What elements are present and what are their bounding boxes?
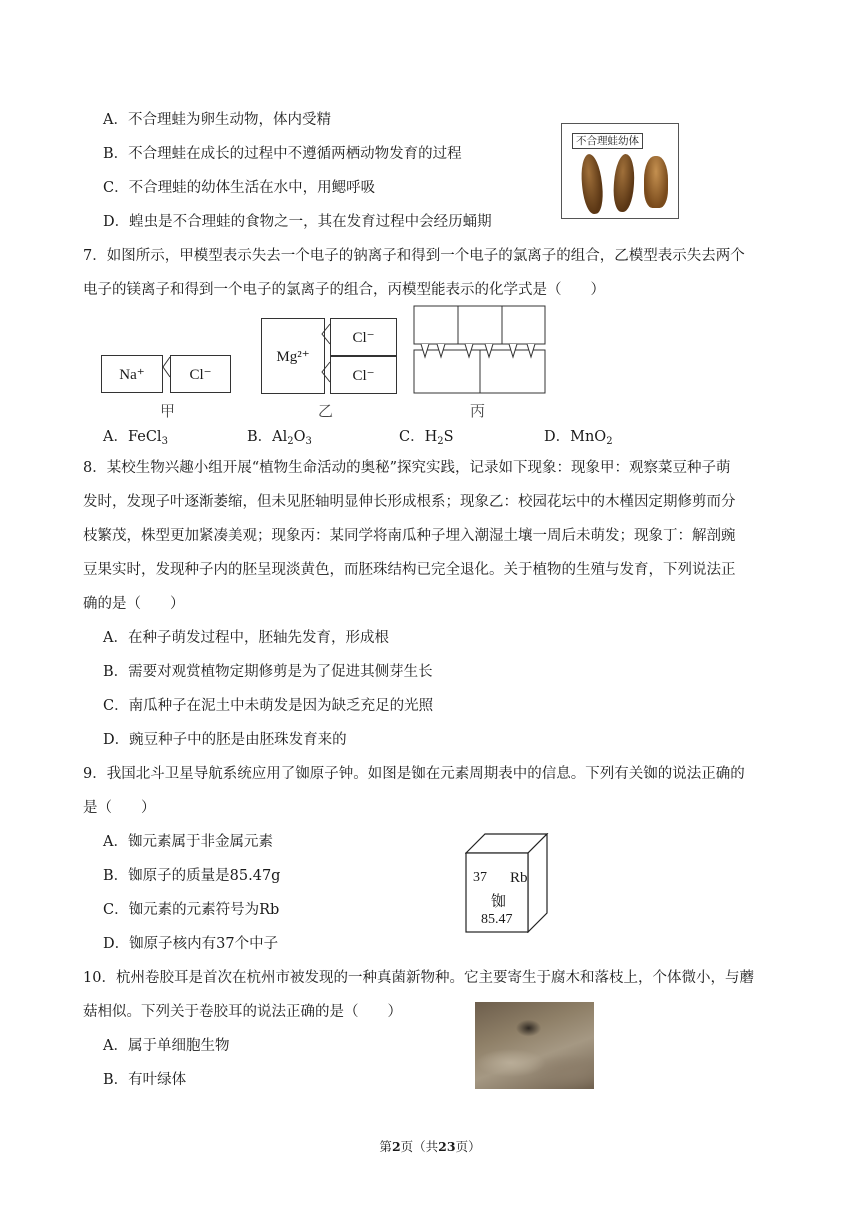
q8-option-b: B．需要对观赏植物定期修剪是为了促进其侧芽生长: [103, 664, 433, 680]
q10-stem-line-2: 菇相似。下列关于卷胶耳的说法正确的是（ ）: [83, 1004, 402, 1020]
q9-stem-line-2: 是（ ）: [83, 800, 156, 816]
model-label-bing: 丙: [470, 402, 486, 420]
q9-option-d: D．铷原子核内有37个中子: [103, 936, 279, 952]
q7-option-a: A．FeCl$_3$: [103, 429, 168, 447]
q10-option-b: B．有叶绿体: [103, 1072, 187, 1088]
q9-option-a: A．铷元素属于非金属元素: [103, 834, 273, 850]
atomic-number: 37: [473, 870, 487, 885]
cl-ion-box-yi-1: Cl⁻: [330, 318, 397, 356]
atomic-mass: 85.47: [481, 912, 513, 927]
q6-option-b: B．不合理蛙在成长的过程中不遵循两栖动物发育的过程: [103, 146, 462, 162]
tadpole-figure-3: [644, 156, 668, 208]
q9-option-b: B．铷原子的质量是85.47g: [103, 868, 281, 884]
cl-ion-box-jia: Cl⁻: [170, 355, 231, 393]
q7-stem-line-2: 电子的镁离子和得到一个电子的氯离子的组合，丙模型能表示的化学式是（ ）: [83, 282, 605, 298]
q7-stem-line-1: 7．如图所示，甲模型表示失去一个电子的钠离子和得到一个电子的氯离子的组合，乙模型表示失去两个: [83, 248, 745, 264]
jia-notch: [160, 355, 174, 393]
model-label-yi: 乙: [318, 402, 334, 420]
page-number: 2: [391, 1139, 401, 1154]
fungus-photo: [475, 1002, 594, 1089]
total-pages: 23: [438, 1139, 456, 1154]
q6-option-a: A．不合理蛙为卵生动物，体内受精: [103, 112, 331, 128]
q8-stem-line-5: 确的是（ ）: [83, 596, 185, 612]
cl-ion-box-yi-2: Cl⁻: [330, 356, 397, 394]
model-label-jia: 甲: [160, 402, 176, 420]
tadpole-image-label: 不合理蛙幼体: [572, 133, 643, 149]
q6-option-d: D．蝗虫是不合理蛙的食物之一，其在发育过程中会经历蛹期: [103, 214, 492, 230]
q6-option-c: C．不合理蛙的幼体生活在水中，用鳃呼吸: [103, 180, 376, 196]
element-symbol: Rb: [510, 870, 528, 886]
q7-option-c: C．$H_2S$: [399, 429, 454, 447]
yi-notches: [318, 318, 334, 394]
q9-option-c: C．铷元素的元素符号为Rb: [103, 902, 280, 918]
tadpole-figure-1: [579, 153, 605, 215]
q8-stem-line-2: 发时，发现子叶逐渐萎缩，但未见胚轴明显伸长形成根系；现象乙：校园花坛中的木槿因定期修剪而分: [83, 494, 736, 510]
q8-option-c: C．南瓜种子在泥土中未萌发是因为缺乏充足的光照: [103, 698, 434, 714]
q8-stem-line-3: 枝繁茂，株型更加紧凑美观；现象丙：某同学将南瓜种子埋入潮湿土壤一周后未萌发；现象丁：解剖豌: [83, 528, 736, 544]
q8-stem-line-1: 8．某校生物兴趣小组开展“植物生命活动的奥秘”探究实践，记录如下现象：现象甲：观察菜豆种子萌: [83, 460, 731, 476]
q7-option-d: D．MnO$_2$: [544, 429, 613, 447]
q9-stem-line-1: 9．我国北斗卫星导航系统应用了铷原子钟。如图是铷在元素周期表中的信息。下列有关铷的说法正确的: [83, 766, 745, 782]
page-footer: 第2页（共23页）: [379, 1139, 481, 1154]
q7-option-b: B．$Al_2O_3$: [247, 429, 312, 447]
tadpole-figure-2: [612, 153, 636, 212]
q10-stem-line-1: 10．杭州卷胶耳是首次在杭州市被发现的一种真菌新物种。它主要寄生于腐木和落枝上，个体微小，与蘑: [83, 970, 754, 986]
bing-model: [413, 305, 547, 395]
na-ion-box: Na⁺: [101, 355, 163, 393]
element-name: 铷: [491, 892, 507, 910]
q10-option-a: A．属于单细胞生物: [103, 1038, 230, 1054]
tadpole-image: [561, 123, 679, 219]
q8-stem-line-4: 豆果实时，发现种子内的胚呈现淡黄色，而胚珠结构已完全退化。关于植物的生殖与发育，下列说法正: [83, 562, 736, 578]
q8-option-d: D．豌豆种子中的胚是由胚珠发育来的: [103, 732, 347, 748]
mg-ion-box: Mg²⁺: [261, 318, 325, 394]
q8-option-a: A．在种子萌发过程中，胚轴先发育，形成根: [103, 630, 389, 646]
